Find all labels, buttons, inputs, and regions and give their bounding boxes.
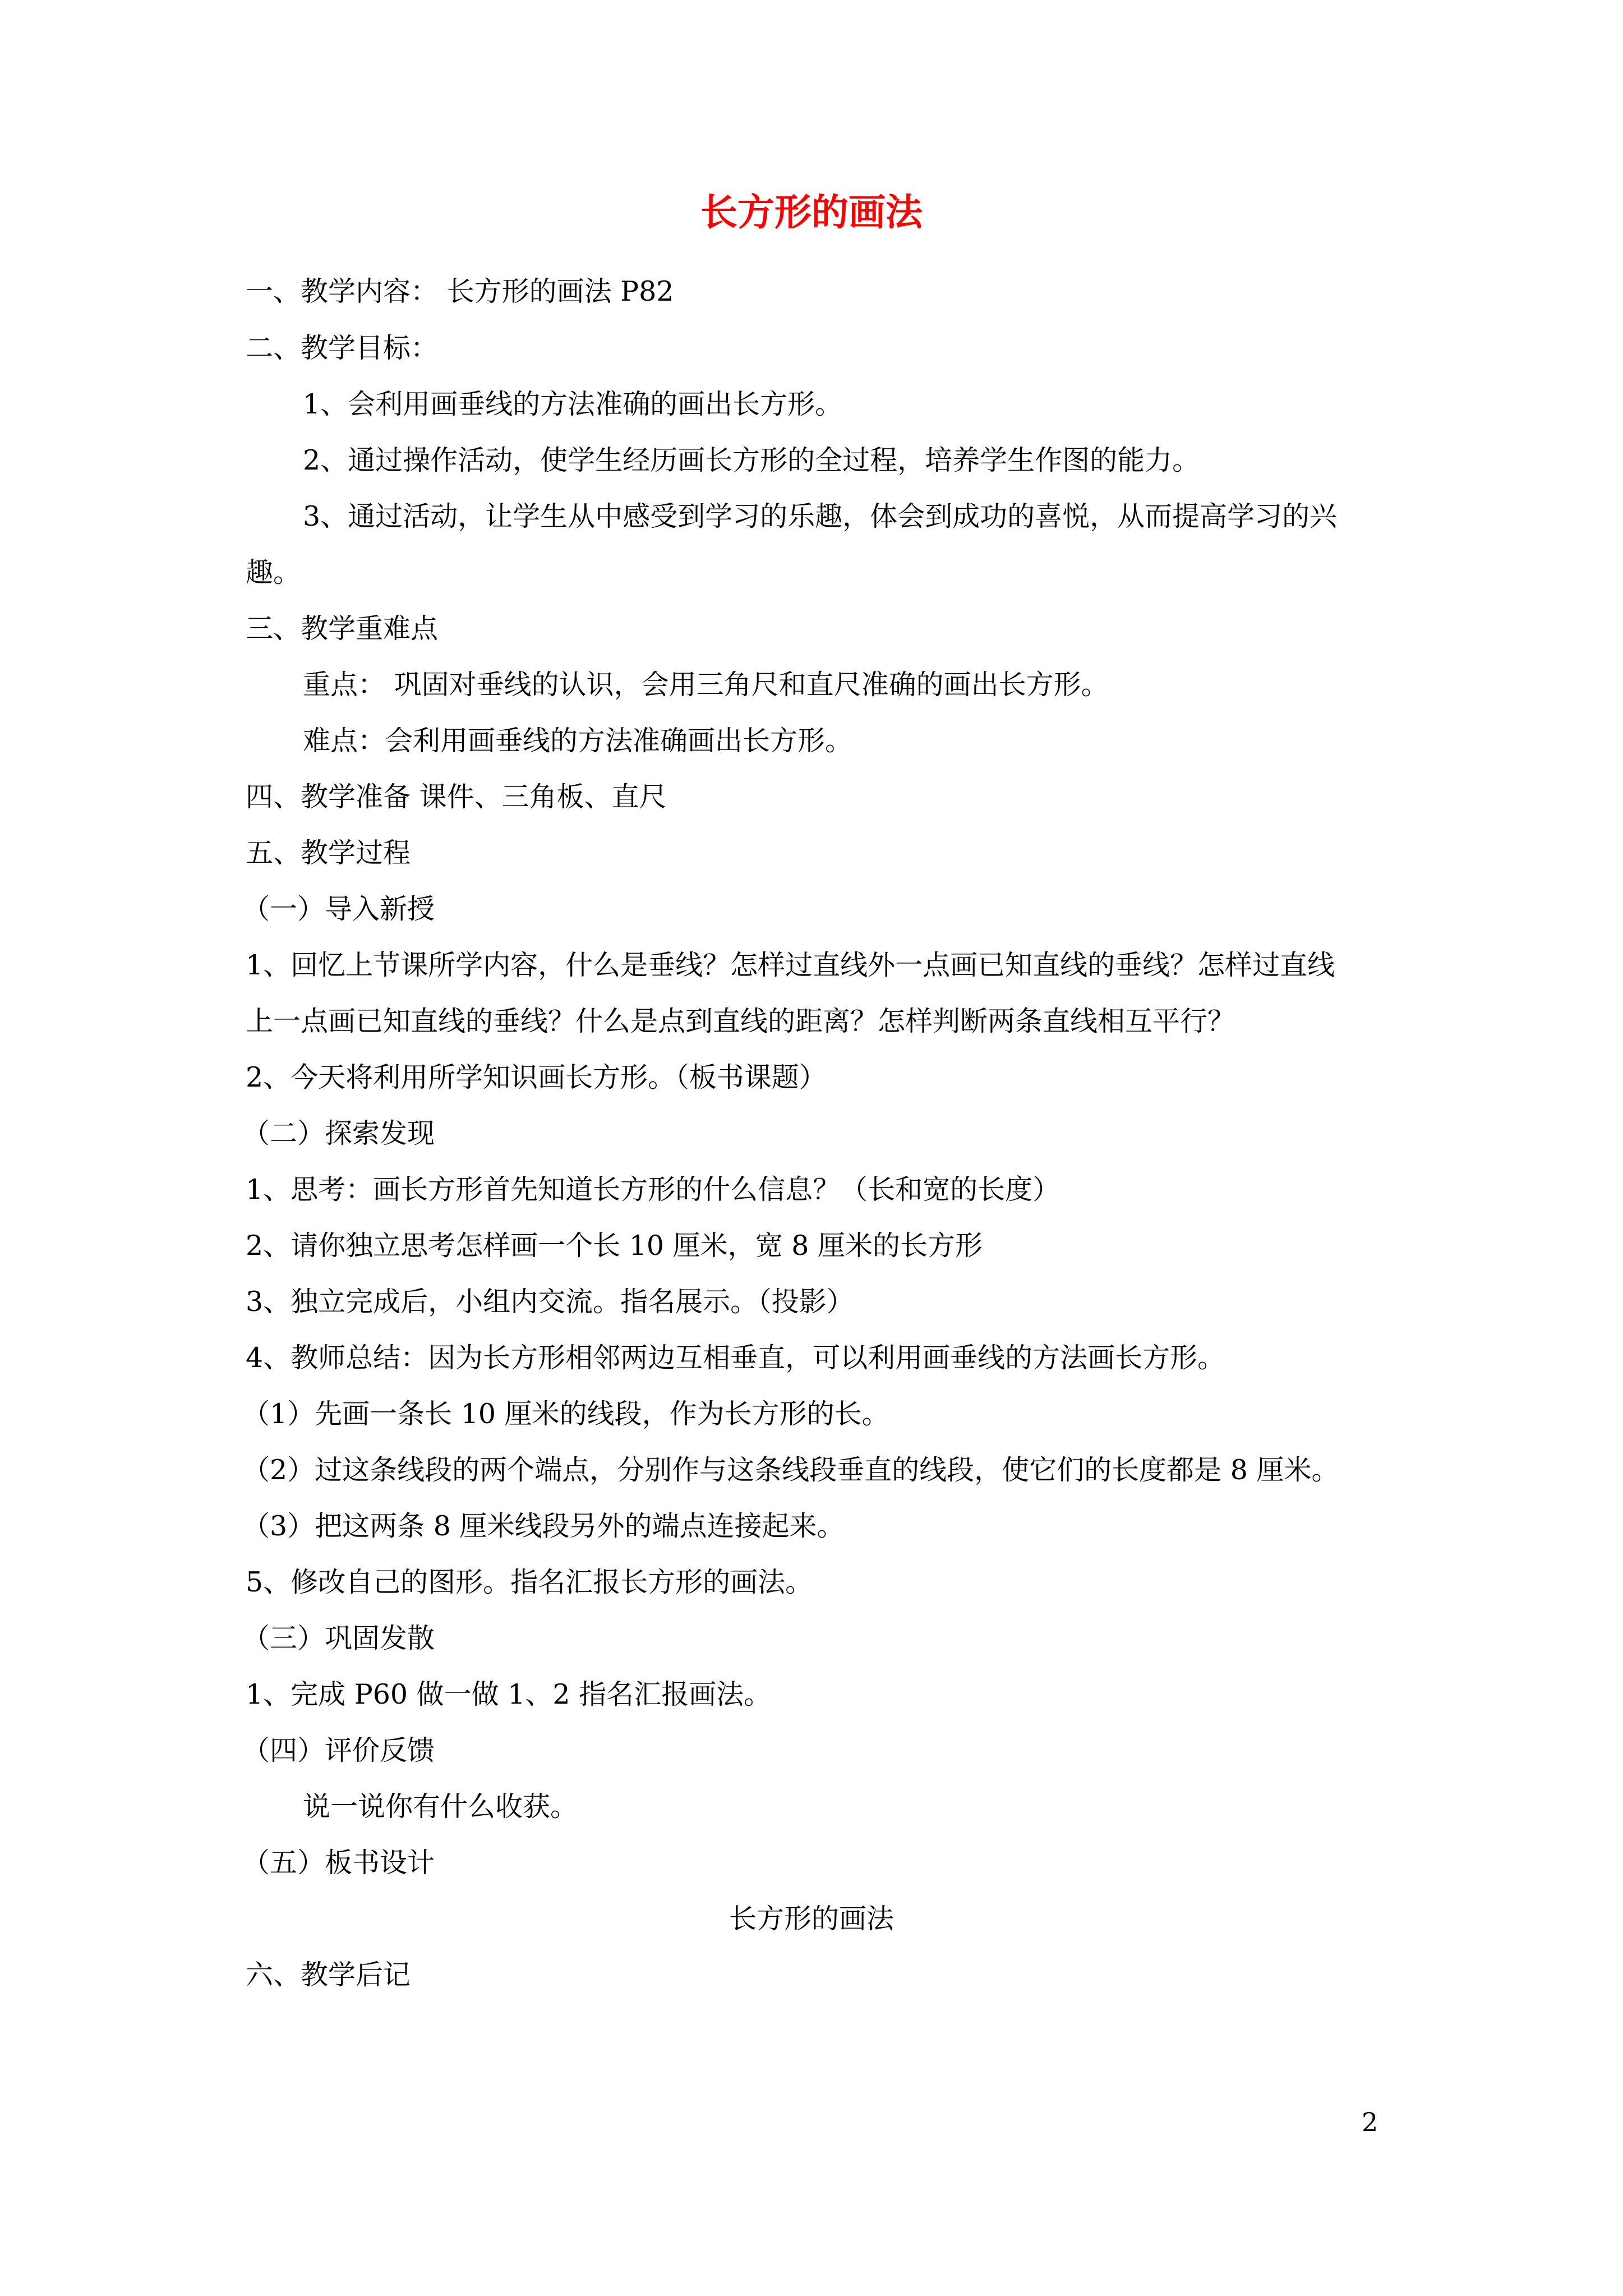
section-teaching-content: 一、教学内容： 长方形的画法 P82 [246,275,674,307]
difficult-point: 难点：会利用画垂线的方法准确画出长方形。 [303,725,853,757]
section-key-difficult-points: 三、教学重难点 [246,613,439,645]
subsection-exploration: （二）探索发现 [242,1117,435,1149]
exploration-item-5: 5、修改自己的图形。指名汇报长方形的画法。 [246,1566,813,1598]
document-title: 长方形的画法 [700,190,923,234]
exploration-item-2: 2、请你独立思考怎样画一个长 10 厘米，宽 8 厘米的长方形 [246,1230,983,1262]
subsection-introduction: （一）导入新授 [242,893,435,925]
goal-item-3-continued: 趣。 [246,556,301,588]
section-teaching-notes: 六、教学后记 [246,1959,411,1991]
step-1: （1）先画一条长 10 厘米的线段，作为长方形的长。 [242,1398,889,1430]
evaluation-text: 说一说你有什么收获。 [303,1791,578,1823]
board-design-title: 长方形的画法 [728,1903,894,1935]
process-review-line-1: 1、回忆上节课所学内容，什么是垂线？怎样过直线外一点画已知直线的垂线？怎样过直线 [246,949,1335,981]
process-topic-today: 2、今天将利用所学知识画长方形。（板书课题） [246,1061,827,1093]
key-point: 重点： 巩固对垂线的认识，会用三角尺和直尺准确的画出长方形。 [303,669,1109,701]
step-2: （2）过这条线段的两个端点，分别作与这条线段垂直的线段，使它们的长度都是 8 厘米。 [242,1454,1339,1486]
exploration-item-1: 1、思考：画长方形首先知道长方形的什么信息？（长和宽的长度） [246,1174,1061,1205]
subsection-consolidation: （三）巩固发散 [242,1622,435,1654]
goal-item-2: 2、通过操作活动，使学生经历画长方形的全过程，培养学生作图的能力。 [303,444,1200,476]
section-teaching-preparation: 四、教学准备 课件、三角板、直尺 [246,781,667,813]
section-teaching-goals: 二、教学目标： [246,332,439,364]
exploration-item-4: 4、教师总结：因为长方形相邻两边互相垂直，可以利用画垂线的方法画长方形。 [246,1342,1225,1374]
subsection-board-design: （五）板书设计 [242,1847,435,1879]
page-number: 2 [1362,2107,1378,2137]
process-review-line-2: 上一点画已知直线的垂线？什么是点到直线的距离？怎样判断两条直线相互平行？ [246,1005,1235,1037]
goal-item-1: 1、会利用画垂线的方法准确的画出长方形。 [303,388,843,420]
section-teaching-process: 五、教学过程 [246,837,411,869]
subsection-evaluation: （四）评价反馈 [242,1734,435,1766]
step-3: （3）把这两条 8 厘米线段另外的端点连接起来。 [242,1510,845,1542]
consolidation-item-1: 1、完成 P60 做一做 1、2 指名汇报画法。 [246,1678,772,1710]
goal-item-3: 3、通过活动，让学生从中感受到学习的乐趣，体会到成功的喜悦，从而提高学习的兴 [303,500,1338,532]
exploration-item-3: 3、独立完成后，小组内交流。指名展示。（投影） [246,1286,854,1318]
